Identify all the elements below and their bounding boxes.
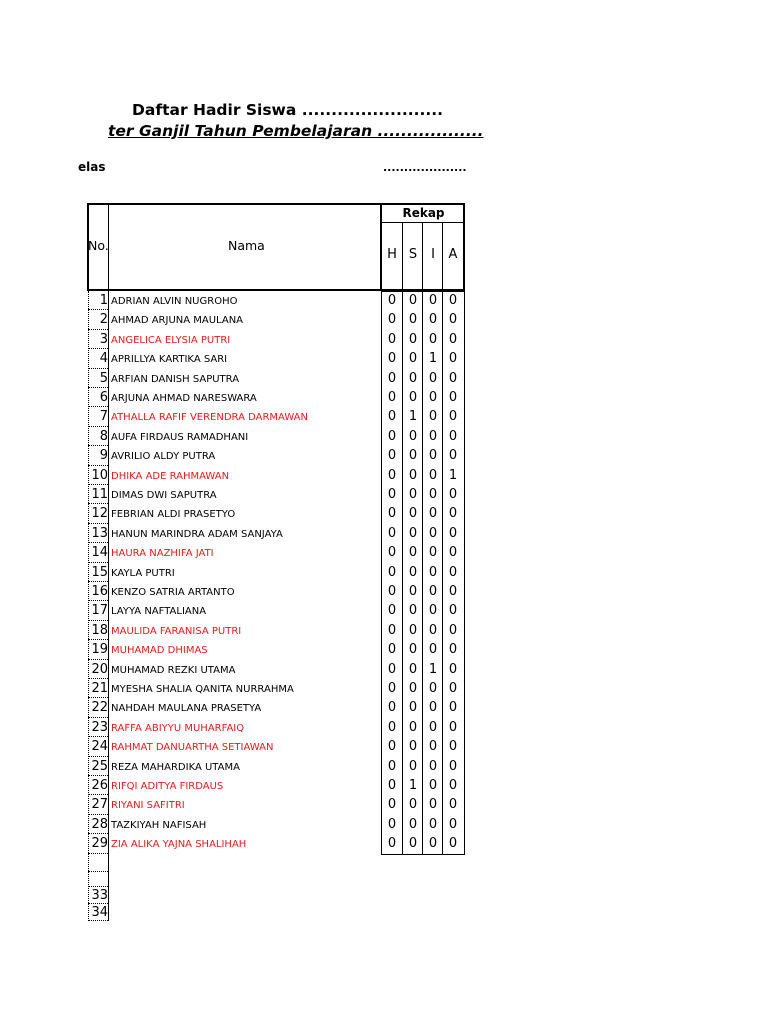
column-header-rekap: Rekap xyxy=(402,206,445,220)
rekap-i-value: 0 xyxy=(428,719,438,735)
student-name: APRILLYA KARTIKA SARI xyxy=(111,354,228,366)
kelas-value: .................... xyxy=(383,161,467,174)
row-number: 34 xyxy=(91,905,108,920)
rekap-s-value: 0 xyxy=(408,467,418,483)
row-divider xyxy=(88,853,108,854)
kelas-clip xyxy=(78,159,126,179)
rekap-s-value: 0 xyxy=(408,797,418,813)
rekap-h-value: 0 xyxy=(387,816,397,832)
rekap-h-value: 0 xyxy=(387,778,397,793)
rekap-a-value: 0 xyxy=(448,312,458,328)
rekap-h-value: 0 xyxy=(387,545,397,561)
rekap-i-value: 0 xyxy=(428,428,438,444)
student-name: DHIKA ADE RAHMAWAN xyxy=(111,470,230,482)
rekap-h-value: 0 xyxy=(387,351,397,367)
rekap-i-value: 0 xyxy=(428,312,438,328)
rekap-a-value: 0 xyxy=(448,390,458,405)
rekap-s-value: 0 xyxy=(408,564,418,580)
rekap-s-value: 0 xyxy=(408,351,418,367)
rekap-s-value: 0 xyxy=(408,584,418,599)
rekap-i-value: 0 xyxy=(428,448,438,464)
rekap-a-value: 0 xyxy=(448,545,458,561)
row-number: 13 xyxy=(91,525,108,541)
row-number: 3 xyxy=(99,331,108,347)
rekap-h-value: 0 xyxy=(387,370,397,386)
rekap-s-value: 0 xyxy=(408,448,418,464)
rekap-h-value: 0 xyxy=(387,661,397,677)
row-number: 21 xyxy=(91,681,108,696)
student-name: ANGELICA ELYSIA PUTRI xyxy=(111,334,231,346)
student-name: ZIA ALIKA YAJNA SHALIHAH xyxy=(111,839,247,851)
student-name: FEBRIAN ALDI PRASETYO xyxy=(111,509,236,521)
rekap-i-value: 0 xyxy=(428,622,438,638)
rekap-h-value: 0 xyxy=(387,467,397,483)
row-number: 23 xyxy=(91,719,108,735)
row-divider xyxy=(381,291,465,292)
rekap-h-value: 0 xyxy=(387,331,397,347)
rekap-a-value: 0 xyxy=(448,603,458,619)
row-number: 2 xyxy=(99,312,108,328)
rekap-a-value: 0 xyxy=(448,642,458,658)
rekap-h-value: 0 xyxy=(387,487,397,502)
row-number: 28 xyxy=(91,816,108,832)
rekap-s-value: 0 xyxy=(408,390,418,405)
rekap-s-value: 0 xyxy=(408,816,418,832)
student-name: RIYANI SAFITRI xyxy=(111,800,185,812)
rekap-h-value: 0 xyxy=(387,836,397,852)
rekap-i-value: 1 xyxy=(428,351,438,367)
rekap-a-value: 0 xyxy=(448,700,458,716)
rekap-i-value: 0 xyxy=(428,467,438,483)
rekap-h-value: 0 xyxy=(387,642,397,658)
rekap-s-value: 0 xyxy=(408,739,418,755)
row-number: 4 xyxy=(99,351,108,367)
rekap-a-value: 0 xyxy=(448,564,458,580)
rekap-i-value: 1 xyxy=(428,661,438,677)
rekap-i-value: 0 xyxy=(428,293,438,308)
rekap-h-value: 0 xyxy=(387,603,397,619)
row-number: 16 xyxy=(91,584,108,599)
row-number: 14 xyxy=(91,545,108,561)
row-number: 27 xyxy=(91,797,108,813)
rekap-s-value: 0 xyxy=(408,545,418,561)
rekap-i-value: 0 xyxy=(428,564,438,580)
student-name: ARJUNA AHMAD NARESWARA xyxy=(111,393,257,404)
row-number: 22 xyxy=(91,700,108,716)
row-number: 25 xyxy=(91,758,108,774)
student-name: RAFFA ABIYYU MUHARFAIQ xyxy=(111,722,245,734)
rekap-h-value: 0 xyxy=(387,797,397,813)
student-name: HAURA NAZHIFA JATI xyxy=(111,548,214,560)
rekap-s-value: 1 xyxy=(408,778,418,793)
rekap-s-value: 0 xyxy=(408,642,418,658)
row-number: 17 xyxy=(91,603,108,619)
row-number: 29 xyxy=(91,836,108,852)
rekap-s-value: 0 xyxy=(408,293,418,308)
rekap-i-value: 0 xyxy=(428,409,438,425)
rekap-i-value: 0 xyxy=(428,681,438,696)
rekap-a-value: 0 xyxy=(448,331,458,347)
student-name: KENZO SATRIA ARTANTO xyxy=(111,587,235,598)
row-number: 6 xyxy=(99,390,108,405)
row-number: 15 xyxy=(91,564,108,580)
rekap-s-value: 0 xyxy=(408,661,418,677)
semester-title: ter Ganjil Tahun Pembelajaran .................. xyxy=(108,122,484,140)
rekap-i-value: 0 xyxy=(428,758,438,774)
row-number: 5 xyxy=(99,370,108,386)
column-header-s: S xyxy=(408,247,418,262)
page-title: Daftar Hadir Siswa ........................ xyxy=(132,101,444,119)
rekap-s-value: 0 xyxy=(408,622,418,638)
rekap-h-value: 0 xyxy=(387,564,397,580)
rekap-s-value: 0 xyxy=(408,487,418,502)
rekap-i-value: 0 xyxy=(428,487,438,502)
row-number: 18 xyxy=(91,622,108,638)
rekap-a-value: 0 xyxy=(448,661,458,677)
student-name: MUHAMAD REZKI UTAMA xyxy=(111,664,236,676)
rekap-h-value: 0 xyxy=(387,409,397,425)
rekap-i-value: 0 xyxy=(428,545,438,561)
row-number: 9 xyxy=(99,448,108,464)
rekap-a-value: 0 xyxy=(448,448,458,464)
rekap-s-value: 0 xyxy=(408,836,418,852)
rekap-i-value: 0 xyxy=(428,331,438,347)
kelas-label: elas xyxy=(78,160,106,174)
student-name: REZA MAHARDIKA UTAMA xyxy=(111,761,240,773)
rekap-s-value: 0 xyxy=(408,370,418,386)
rekap-s-value: 0 xyxy=(408,428,418,444)
student-name: AUFA FIRDAUS RAMADHANI xyxy=(111,431,249,443)
rekap-h-value: 0 xyxy=(387,390,397,405)
rekap-a-value: 0 xyxy=(448,584,458,599)
row-number: 7 xyxy=(99,409,108,425)
divider xyxy=(381,854,465,855)
rekap-h-value: 0 xyxy=(387,739,397,755)
rekap-a-value: 0 xyxy=(448,719,458,735)
rekap-h-value: 0 xyxy=(387,584,397,599)
rekap-a-value: 0 xyxy=(448,739,458,755)
rekap-h-value: 0 xyxy=(387,428,397,444)
rekap-i-value: 0 xyxy=(428,506,438,522)
rekap-i-value: 0 xyxy=(428,370,438,386)
rekap-h-value: 0 xyxy=(387,622,397,638)
rekap-i-value: 0 xyxy=(428,778,438,793)
student-name: TAZKIYAH NAFISAH xyxy=(111,819,207,831)
rekap-s-value: 0 xyxy=(408,506,418,522)
rekap-s-value: 0 xyxy=(408,700,418,716)
row-divider xyxy=(88,871,108,872)
student-name: ADRIAN ALVIN NUGROHO xyxy=(111,296,238,307)
rekap-a-value: 0 xyxy=(448,778,458,793)
rekap-h-value: 0 xyxy=(387,719,397,735)
rekap-a-value: 0 xyxy=(448,506,458,522)
row-number: 1 xyxy=(99,293,108,308)
rekap-i-value: 0 xyxy=(428,700,438,716)
rekap-a-value: 0 xyxy=(448,370,458,386)
rekap-i-value: 0 xyxy=(428,603,438,619)
rekap-a-value: 0 xyxy=(448,409,458,425)
rekap-a-value: 0 xyxy=(448,428,458,444)
row-number: 10 xyxy=(91,467,108,483)
rekap-h-value: 0 xyxy=(387,525,397,541)
rekap-s-value: 1 xyxy=(408,409,418,425)
rekap-a-value: 0 xyxy=(448,525,458,541)
rekap-s-value: 0 xyxy=(408,719,418,735)
row-number: 11 xyxy=(91,487,108,502)
rekap-h-value: 0 xyxy=(387,448,397,464)
column-header-nama: Nama xyxy=(228,238,265,253)
column-header-a: A xyxy=(448,247,458,262)
rekap-a-value: 0 xyxy=(448,816,458,832)
row-number: 24 xyxy=(91,739,108,755)
divider xyxy=(108,291,109,921)
student-name: MUHAMAD DHIMAS xyxy=(111,645,208,657)
rekap-i-value: 0 xyxy=(428,739,438,755)
rekap-i-value: 0 xyxy=(428,797,438,813)
student-name: NAHDAH MAULANA PRASETYA xyxy=(111,703,262,715)
rekap-h-value: 0 xyxy=(387,312,397,328)
rekap-a-value: 0 xyxy=(448,681,458,696)
rekap-a-value: 0 xyxy=(448,293,458,308)
rekap-i-value: 0 xyxy=(428,584,438,599)
rekap-s-value: 0 xyxy=(408,681,418,696)
rekap-i-value: 0 xyxy=(428,642,438,658)
column-header-h: H xyxy=(387,247,397,262)
rekap-a-value: 0 xyxy=(448,622,458,638)
student-name: ATHALLA RAFIF VERENDRA DARMAWAN xyxy=(111,412,309,424)
subtitle-clip xyxy=(0,120,484,144)
column-header-no: No. xyxy=(88,238,109,253)
rekap-s-value: 0 xyxy=(408,603,418,619)
student-name: MYESHA SHALIA QANITA NURRAHMA xyxy=(111,684,294,695)
rekap-s-value: 0 xyxy=(408,331,418,347)
rekap-h-value: 0 xyxy=(387,700,397,716)
student-name: AHMAD ARJUNA MAULANA xyxy=(111,315,244,327)
rekap-a-value: 0 xyxy=(448,797,458,813)
rekap-h-value: 0 xyxy=(387,506,397,522)
rekap-s-value: 0 xyxy=(408,758,418,774)
rekap-s-value: 0 xyxy=(408,312,418,328)
row-number: 26 xyxy=(91,778,108,793)
rekap-s-value: 0 xyxy=(408,525,418,541)
row-number: 12 xyxy=(91,506,108,522)
rekap-a-value: 0 xyxy=(448,758,458,774)
rekap-a-value: 0 xyxy=(448,487,458,502)
student-name: AVRILIO ALDY PUTRA xyxy=(111,451,216,463)
student-name: HANUN MARINDRA ADAM SANJAYA xyxy=(111,528,283,540)
divider xyxy=(464,291,465,855)
row-number: 20 xyxy=(91,661,108,677)
row-number: 33 xyxy=(91,888,108,903)
row-number: 8 xyxy=(99,428,108,444)
rekap-i-value: 0 xyxy=(428,836,438,852)
rekap-a-value: 1 xyxy=(448,467,458,483)
row-number: 19 xyxy=(91,642,108,658)
rekap-i-value: 0 xyxy=(428,816,438,832)
rekap-h-value: 0 xyxy=(387,293,397,308)
student-name: KAYLA PUTRI xyxy=(111,567,175,579)
rekap-a-value: 0 xyxy=(448,351,458,367)
rekap-i-value: 0 xyxy=(428,390,438,405)
student-name: DIMAS DWI SAPUTRA xyxy=(111,490,217,501)
column-header-i: I xyxy=(431,247,435,262)
student-name: RIFQI ADITYA FIRDAUS xyxy=(111,781,224,792)
student-name: LAYYA NAFTALIANA xyxy=(111,606,207,618)
student-name: ARFIAN DANISH SAPUTRA xyxy=(111,373,240,385)
student-name: RAHMAT DANUARTHA SETIAWAN xyxy=(111,742,274,754)
rekap-h-value: 0 xyxy=(387,758,397,774)
student-name: MAULIDA FARANISA PUTRI xyxy=(111,625,242,637)
rekap-i-value: 0 xyxy=(428,525,438,541)
rekap-a-value: 0 xyxy=(448,836,458,852)
rekap-h-value: 0 xyxy=(387,681,397,696)
